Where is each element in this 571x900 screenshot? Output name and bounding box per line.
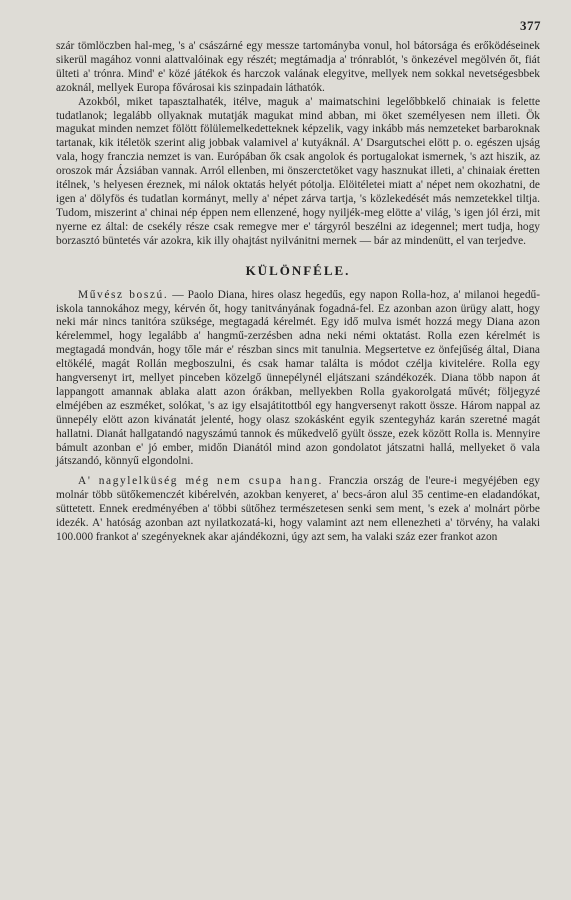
misc-item-2: [56, 475, 540, 545]
misc-item-1: [56, 289, 540, 470]
section-heading: KÜLÖNFÉLE.: [245, 262, 351, 278]
article-paragraph-1: szár tömlöczben hal-meg, 's a' császárné egy messze tartományba vonul, hol bátorsága és erőködéseinek sikerül magához vonni alattvalóinak egy részét; megtámadja a' trónrablót, 's önkezével megölvén őt, fiát ülteti a' trónra. Mind' e' közé játékok és harczok valának elegyitve, mellyek nem sokkal nevetségesbbek azoknál, mellyek Europa fővárosai kis szinpadain láthatók.: [56, 40, 540, 94]
misc-item-1-text: — Paolo Diana, hires olasz hegedűs, egy napon Rolla-hoz, a' milanoi hegedű-iskola tannokához megy, kérvén őt, hogy tanitványának fogadná-fel. Ez azonban azon ürügy alatt, hogy neki már nincs tanitóra szüksége, megtagadá kérelmét. Egy idő mulva ismét hozzá megy Diana azon kérelemmel, hogy legalább a' hangmű-zerzésben adna neki némi oktatást. Rolla ezen kérelmét is megtagadá mondván, hogy tőle már e' részban sincs mit tanulnia. Megsertetve ez önfejűség által, Diana eltökélé, magát Rollán megboszulni, és csak hamar találta is módot czélja kivitelére. Rolla egy hangversenyt irt, mellyet pinceben közelgő ünnepélynél eljátszani szándékozék. Diana több napon át lappangott amannak ablaka alatt azon órákban, mellyekben Rolla gyakorolgatá művét; följegyzé elméjében az eszméket, solókat, 's az igy elsajátitottból egy hangversenyt rakott össze. Három nappal az ünnepély elött azon kivánatát jelenté, hogy olasz szokásként egyik szentegyház karán szeretné magát hallatni. Dianát hallgatandó nagyszámú tannok és műkedvelő gyült össze, ezek között Rolla is. Mennyire bámult azonban e' jó ember, midőn Dianától mind azon gondolatot játszatni hallá, mellyeket ö vala játszandó, könnyű elgondolni.: [56, 288, 541, 468]
page-number: 377: [520, 18, 541, 33]
article-paragraph-2: Azokból, miket tapasztalhaték, itélve, maguk a' maimatschini legelőbbkelő chinaiak is felette tudatlanok; legalább ollyaknak mutatják magukat mind abban, mi öket személyesen nem illeti. Ök magukat minden nemzet fölött fölülemelkedetteknek képzelik, vagy inkább más nemzeteket barbaroknak tartanak, kik itéletök szerint alig jobbak valamivel a' kutyáknál. A' Dsargutschei elött p. o. egészen ujság vala, hogy franczia nemzet is van. Európában ők csak angolok és portugalokat ismernek, 's azt hiszik, az oroszok már Ázsiában vannak. Arról ellenben, mi önszerctetöket vagy hasznukat illeti, a' chinaiak éretten itélnek, 's helyesen éreznek, mi nálok oktatás helyét pótolja. Elöitéletei miatt a' népet nem okozhatni, de igen a' dölyfös és tudatlan kormányt, melly a' népet zárva tartja, 's közlekedését más nemzetekkel tiltja. Tudom, miszerint a' chinai nép éppen nem ellenzené, hogy nyiljék-meg elötte a' világ, 's igen jól érzi, mit nyerne ez által: de csekély része csak remegve mer e' tárgyról beszélni az idegennel; mert tudja, hogy borzasztó büntetés vár azokra, kik illy ohajtást nyilvánitni mernek — bár az mindenütt, el van terjedve.: [56, 95, 540, 247]
text-column: [56, 40, 540, 545]
misc-item-2-title: A' nagylelküség még nem csupa hang.: [78, 475, 323, 488]
misc-item-2-text: Franczia ország de l'eure-i megyéjében egy molnár több sütőkemenczét kibérelvén, azokban kenyeret, a' becs-áron alul 35 centime-en eladandókat, süttetett. Ennek eredményében a' többi sütőhez természetesen senki sem ment, 's ezek a' molnárt pörbe idezék. A' hatóság azonban azt nyilatkozatá-ki, hogy valamint azt nem ellenezheti a' törvény, ha valaki 100.000 frankot a' szegényeknek akar ajándékozni, úgy azt sem, ha valaki száz ezer frankot azon: [56, 475, 540, 543]
misc-item-1-title: Művész boszú.: [78, 288, 169, 301]
